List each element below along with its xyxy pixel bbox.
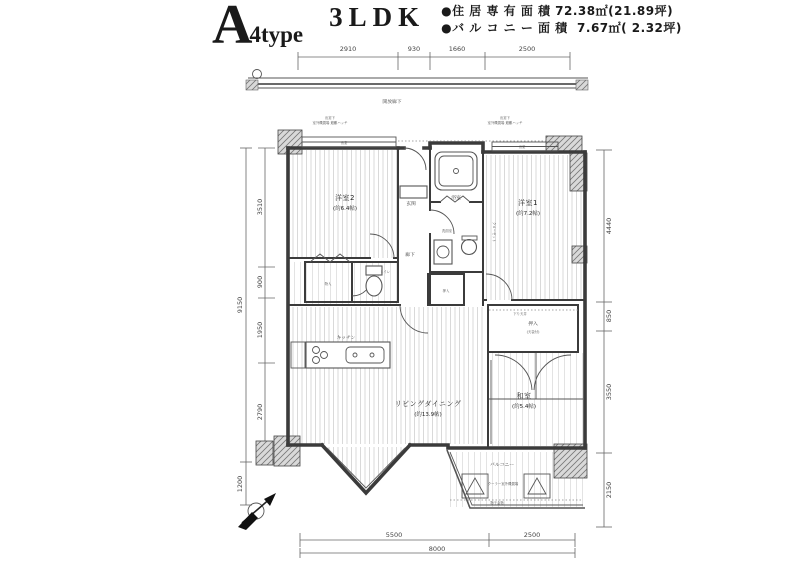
toilet-label: トイレ xyxy=(379,270,391,274)
bay-window-label: 出窓 xyxy=(340,141,348,145)
bedroom2-size: (約6.4帖) xyxy=(332,206,358,212)
kitchen-counter xyxy=(306,342,390,368)
corridor-label: 開放廊下 xyxy=(382,100,402,105)
corridor-marker xyxy=(253,70,262,79)
bathtub xyxy=(435,152,477,190)
japanese-room-label: 和室 xyxy=(516,392,532,400)
right-dimensions xyxy=(596,150,613,527)
wash-basin xyxy=(462,240,477,255)
living-dining-label: リビングダイニング xyxy=(394,400,462,408)
floor-textures xyxy=(291,150,583,507)
layout-label: 3LDK xyxy=(329,2,426,32)
dim-total-label: 8000 xyxy=(428,545,446,553)
type-suffix: 4type xyxy=(249,22,304,48)
aircon-space-label: クーラー室外機置場 xyxy=(487,482,519,486)
dim-label: 930 xyxy=(407,45,421,53)
washroom-label: 洗面室 xyxy=(441,229,453,233)
open-corridor xyxy=(246,70,588,106)
bedroom1-label: 洋室1 xyxy=(518,199,538,207)
japanese-room-size: (約5.4帖) xyxy=(511,404,537,410)
bath-label: 浴室 xyxy=(451,196,461,201)
dim-label: 1200 xyxy=(236,475,244,493)
exterior-note: 出窓下 xyxy=(499,116,511,120)
dim-label: 1660 xyxy=(448,45,466,53)
kitchen-label: キッチン xyxy=(336,336,356,341)
dim-label: 2500 xyxy=(523,531,541,539)
dim-label: 900 xyxy=(256,275,264,289)
exterior-note: 室外機置場 避難ハッチ xyxy=(487,121,523,125)
living-dining-size: (約13.9帖) xyxy=(414,412,442,418)
type-letter: A xyxy=(212,0,253,56)
dim-total-label: 9150 xyxy=(236,296,244,314)
bottom-dimensions xyxy=(300,531,575,558)
bedroom2-label: 洋室2 xyxy=(335,194,355,202)
shoe-cabinet xyxy=(400,186,427,198)
toilet-bowl xyxy=(366,276,382,296)
balcony-label: バルコニー xyxy=(490,463,514,468)
hall-label: 廊下 xyxy=(405,253,415,258)
bay-window-label: 出窓 xyxy=(518,145,526,149)
entrance-door-arc xyxy=(404,148,426,170)
compass-north-arrow xyxy=(238,493,276,530)
dim-label: 2150 xyxy=(605,481,613,499)
dim-label: 3550 xyxy=(605,383,613,401)
washitsu-closet-label: 押入 xyxy=(528,322,538,327)
closet-label: クローゼット xyxy=(492,221,496,243)
bedroom1-size: (約7.2帖) xyxy=(515,211,541,217)
hall-closet-label: 押入 xyxy=(442,289,450,293)
dropped-ceiling-label: 下り天井 xyxy=(513,312,527,316)
dim-label: 2500 xyxy=(518,45,536,53)
storage-label: 物入 xyxy=(324,282,332,286)
dim-label: 5500 xyxy=(385,531,403,539)
dim-label: 850 xyxy=(605,309,613,323)
dim-label: 2790 xyxy=(256,403,264,421)
dim-label: 3510 xyxy=(256,198,264,216)
dwelling-area-line: ●住 居 専 有 面 積 72.38㎡(21.89坪) xyxy=(441,4,674,18)
balcony-area-line: ●バ ル コ ニ ー 面 積 7.67㎡( 2.32坪) xyxy=(441,21,682,36)
bay-window-left xyxy=(302,137,396,147)
washitsu-closet-note: (天袋付) xyxy=(526,330,540,334)
exterior-note: 出窓下 xyxy=(324,116,336,120)
top-dimensions xyxy=(298,45,570,70)
exterior-note: 室外機置場 避難ハッチ xyxy=(312,121,348,125)
dim-label: 2910 xyxy=(339,45,357,53)
entrance-label: 玄関 xyxy=(406,202,416,207)
dim-label: 4440 xyxy=(605,217,613,235)
dim-label: 1950 xyxy=(256,321,264,339)
laundry-bracket-label: 物干金物 xyxy=(490,501,504,505)
